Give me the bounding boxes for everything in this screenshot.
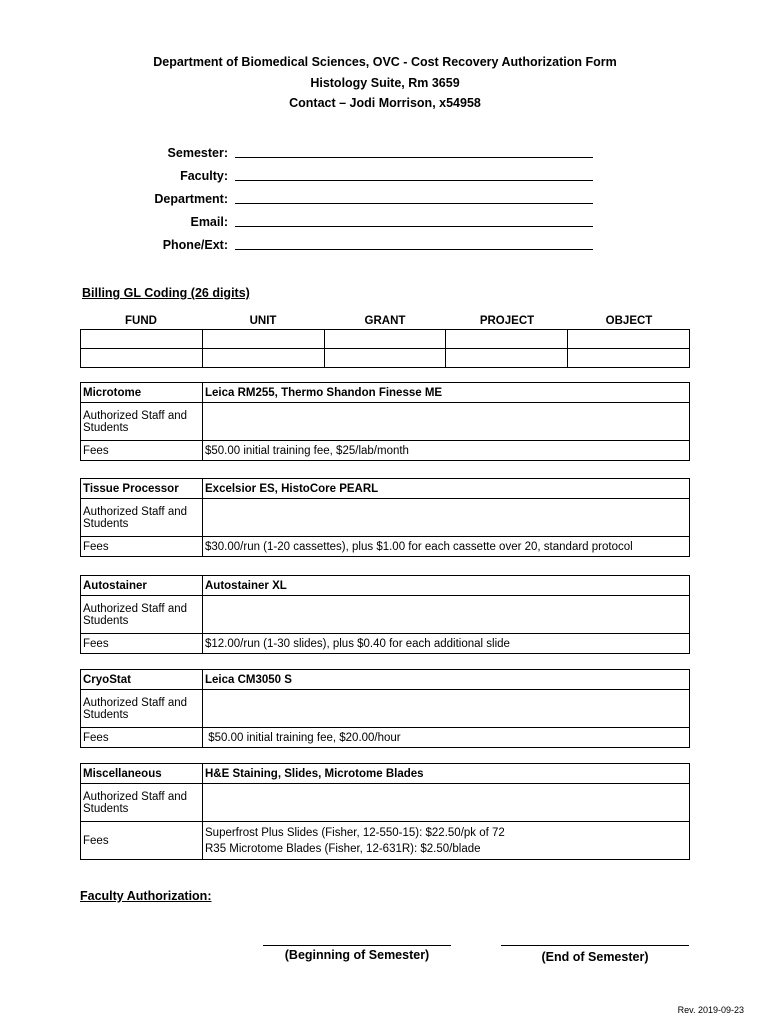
fees-row bbox=[81, 537, 690, 557]
staff-input-cell[interactable] bbox=[203, 403, 690, 441]
begin-signature-line[interactable] bbox=[263, 945, 451, 946]
email-row bbox=[0, 212, 770, 232]
faculty-row bbox=[0, 166, 770, 186]
gl-fund-cell[interactable] bbox=[81, 349, 203, 368]
equipment-name: Tissue Processor bbox=[81, 479, 203, 499]
suite-location: Histology Suite, Rm 3659 bbox=[310, 75, 460, 90]
faculty-label: Faculty: bbox=[180, 169, 228, 183]
end-signature-line[interactable] bbox=[501, 945, 689, 946]
email-label: Email: bbox=[190, 215, 228, 229]
tissue-processor-table bbox=[80, 478, 690, 557]
staff-input-cell[interactable] bbox=[203, 596, 690, 634]
fees-label: Fees bbox=[81, 537, 203, 557]
phone-row bbox=[0, 235, 770, 255]
semester-row bbox=[0, 143, 770, 163]
fees-row bbox=[81, 441, 690, 461]
autostainer-table bbox=[80, 575, 690, 654]
semester-field[interactable] bbox=[235, 157, 593, 158]
equipment-header-row bbox=[81, 670, 690, 690]
staff-row bbox=[81, 403, 690, 441]
staff-row bbox=[81, 596, 690, 634]
gl-header-object: OBJECT bbox=[605, 315, 653, 327]
gl-fund-cell[interactable] bbox=[81, 330, 203, 349]
department-row bbox=[0, 189, 770, 209]
staff-label: Authorized Staff and Students bbox=[81, 784, 203, 822]
cryostat-table bbox=[80, 669, 690, 748]
gl-header-project: PROJECT bbox=[479, 315, 535, 327]
semester-label: Semester: bbox=[167, 146, 228, 160]
staff-input-cell[interactable] bbox=[203, 690, 690, 728]
begin-signature-label: (Beginning of Semester) bbox=[284, 948, 430, 962]
fees-label: Fees bbox=[81, 728, 203, 748]
gl-grant-cell[interactable] bbox=[324, 330, 446, 349]
faculty-field[interactable] bbox=[235, 180, 593, 181]
contact-info: Contact – Jodi Morrison, x54958 bbox=[289, 96, 481, 110]
fees-row bbox=[81, 634, 690, 654]
form-header bbox=[0, 52, 770, 114]
email-field[interactable] bbox=[235, 226, 593, 227]
miscellaneous-table bbox=[80, 763, 690, 860]
staff-label: Authorized Staff and Students bbox=[81, 403, 203, 441]
equipment-name: CryoStat bbox=[81, 670, 203, 690]
fees-value: $12.00/run (1-30 slides), plus $0.40 for each additional slide bbox=[203, 634, 690, 654]
fees-value bbox=[203, 822, 690, 860]
revision-date: Rev. 2019-09-23 bbox=[677, 1005, 744, 1015]
fees-row bbox=[81, 822, 690, 860]
gl-object-cell[interactable] bbox=[568, 349, 690, 368]
gl-coding-table bbox=[80, 329, 690, 368]
staff-row bbox=[81, 499, 690, 537]
equipment-model: H&E Staining, Slides, Microtome Blades bbox=[203, 764, 690, 784]
fees-label: Fees bbox=[81, 634, 203, 654]
fees-value: $50.00 initial training fee, $25/lab/month bbox=[203, 441, 690, 461]
equipment-model: Autostainer XL bbox=[203, 576, 690, 596]
equipment-name: Miscellaneous bbox=[81, 764, 203, 784]
phone-field[interactable] bbox=[235, 249, 593, 250]
equipment-model: Leica CM3050 S bbox=[203, 670, 690, 690]
gl-row bbox=[81, 330, 690, 349]
gl-unit-cell[interactable] bbox=[202, 349, 324, 368]
gl-column-headers bbox=[80, 313, 690, 329]
equipment-header-row bbox=[81, 383, 690, 403]
staff-label: Authorized Staff and Students bbox=[81, 499, 203, 537]
billing-title: Billing GL Coding (26 digits) bbox=[82, 286, 250, 300]
fees-row bbox=[81, 728, 690, 748]
equipment-name: Autostainer bbox=[81, 576, 203, 596]
staff-label: Authorized Staff and Students bbox=[81, 596, 203, 634]
fees-value: $30.00/run (1-20 cassettes), plus $1.00 for each cassette over 20, standard protocol bbox=[203, 537, 690, 557]
equipment-header-row bbox=[81, 479, 690, 499]
form-title: Department of Biomedical Sciences, OVC - Cost Recovery Authorization Form bbox=[153, 55, 617, 69]
gl-grant-cell[interactable] bbox=[324, 349, 446, 368]
equipment-header-row bbox=[81, 764, 690, 784]
gl-row bbox=[81, 349, 690, 368]
fees-line: R35 Microtome Blades (Fisher, 12-631R): $2.50/blade bbox=[205, 842, 481, 855]
fees-label: Fees bbox=[81, 441, 203, 461]
staff-row bbox=[81, 690, 690, 728]
fees-value: $50.00 initial training fee, $20.00/hour bbox=[203, 728, 690, 748]
staff-label: Authorized Staff and Students bbox=[81, 690, 203, 728]
gl-project-cell[interactable] bbox=[446, 330, 568, 349]
gl-object-cell[interactable] bbox=[568, 330, 690, 349]
gl-project-cell[interactable] bbox=[446, 349, 568, 368]
end-signature-label: (End of Semester) bbox=[541, 950, 649, 964]
equipment-name: Microtome bbox=[81, 383, 203, 403]
department-field[interactable] bbox=[235, 203, 593, 204]
gl-header-grant: GRANT bbox=[364, 315, 406, 327]
equipment-model: Excelsior ES, HistoCore PEARL bbox=[203, 479, 690, 499]
phone-label: Phone/Ext: bbox=[162, 238, 228, 252]
authorization-title: Faculty Authorization: bbox=[80, 889, 212, 903]
microtome-table bbox=[80, 382, 690, 461]
equipment-header-row bbox=[81, 576, 690, 596]
gl-header-unit: UNIT bbox=[249, 315, 277, 327]
gl-unit-cell[interactable] bbox=[202, 330, 324, 349]
fees-label: Fees bbox=[81, 822, 203, 860]
staff-input-cell[interactable] bbox=[203, 499, 690, 537]
gl-header-fund: FUND bbox=[125, 315, 157, 327]
department-label: Department: bbox=[154, 192, 228, 206]
staff-input-cell[interactable] bbox=[203, 784, 690, 822]
equipment-model: Leica RM255, Thermo Shandon Finesse ME bbox=[203, 383, 690, 403]
fees-line: Superfrost Plus Slides (Fisher, 12-550-15): $22.50/pk of 72 bbox=[205, 826, 505, 839]
staff-row bbox=[81, 784, 690, 822]
